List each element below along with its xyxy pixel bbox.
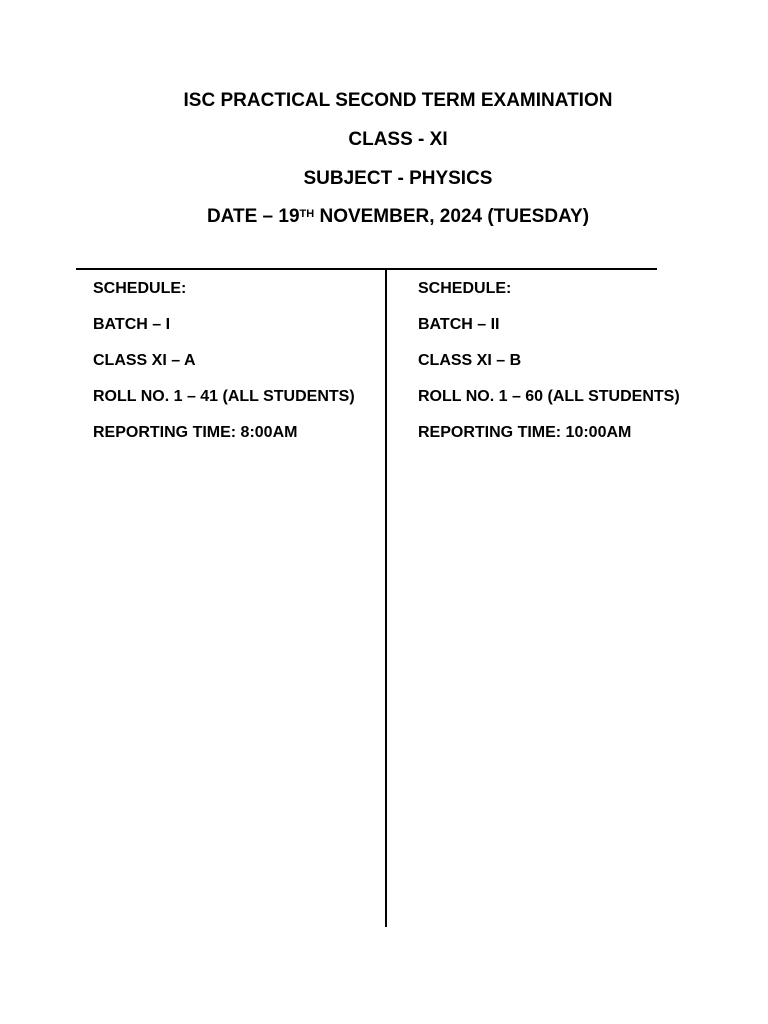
roll-numbers: ROLL NO. 1 – 60 (ALL STUDENTS) bbox=[418, 388, 680, 405]
class-heading: CLASS - XI bbox=[348, 129, 448, 150]
date-ordinal-superscript: TH bbox=[299, 208, 315, 220]
date-heading bbox=[0, 206, 768, 228]
schedule-heading: SCHEDULE: bbox=[93, 280, 187, 297]
date-prefix: DATE – 19 bbox=[206, 206, 300, 227]
schedule-heading: SCHEDULE: bbox=[418, 280, 512, 297]
batch-label: BATCH – I bbox=[93, 316, 171, 333]
subject-heading: SUBJECT - PHYSICS bbox=[303, 168, 493, 189]
class-section: CLASS XI – B bbox=[418, 352, 522, 369]
reporting-time: REPORTING TIME: 10:00AM bbox=[418, 424, 632, 441]
horizontal-divider bbox=[76, 268, 657, 270]
schedule-batch-2 bbox=[418, 279, 680, 459]
schedule-batch-1 bbox=[93, 279, 355, 459]
date-suffix: NOVEMBER, 2024 (TUESDAY) bbox=[314, 206, 590, 227]
reporting-time: REPORTING TIME: 8:00AM bbox=[93, 424, 298, 441]
batch-label: BATCH – II bbox=[418, 316, 500, 333]
roll-numbers: ROLL NO. 1 – 41 (ALL STUDENTS) bbox=[93, 388, 355, 405]
exam-title: ISC PRACTICAL SECOND TERM EXAMINATION bbox=[183, 90, 613, 111]
class-section: CLASS XI – A bbox=[93, 352, 196, 369]
vertical-divider bbox=[385, 269, 387, 927]
